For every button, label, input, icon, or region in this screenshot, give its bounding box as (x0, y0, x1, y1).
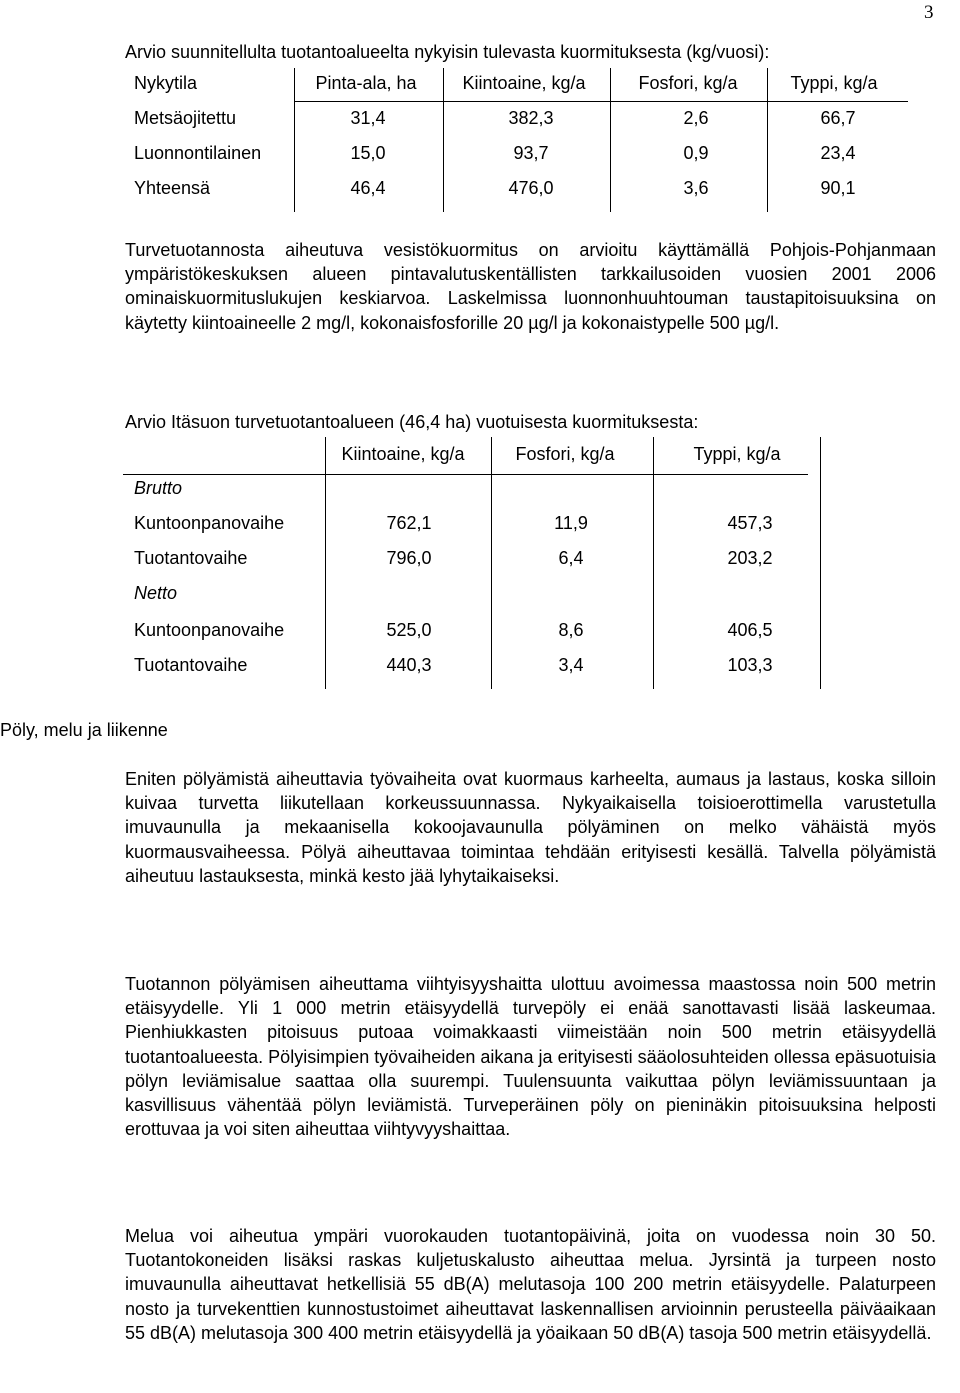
table2-cell: 8,6 (558, 620, 584, 640)
table2-cell: 440,3 (386, 655, 432, 675)
table1-row-label: Luonnontilainen (134, 143, 262, 163)
table1-cell: 0,9 (683, 143, 709, 163)
paragraph-noise: Melua voi aiheutua ympäri vuorokauden tuotantopäivinä, joita on vuodessa noin 30 50. Tuotantokoneiden lisäksi raskas kuljetuskalusto aiheuttaa melua. Jyrsintä ja turpeen nosto imuvaunulla aiheuttavat hetkellisiä 55 dB(A) melutasoja 100 200 metrin etäisyydelle. Palaturpeen nosto ja turvekenttien kunnostustoimet aiheuttavat laskennallisen arvioinnin perusteella päiväaikaan 55 dB(A) melutasoja 300 400 metrin etäisyydellä ja yöaikaan 50 dB(A) tasoja 500 metrin etäisyydellä. (125, 1226, 936, 1343)
table1-row-label: Yhteensä (134, 178, 211, 198)
table1-cell: 2,6 (683, 108, 709, 128)
table1-cell: 382,3 (508, 108, 554, 128)
table2-header-nitrogen: Typpi, kg/a (693, 444, 781, 464)
table2-cell: 103,3 (727, 655, 773, 675)
paragraph-dust-sources: Eniten pölyämistä aiheuttavia työvaiheita ovat kuormaus karheelta, aumaus ja lastaus, koska silloin kuivaa turvetta liikutellaan korkeussuunnassa. Nykyaikaisella toisioerottimella varustetulla imuvaunulla ja mekaanisella kokoojavaunulla pölyäminen on melko vähäistä myös kuormausvaiheessa. Pölyä aiheuttavaa toimintaa tehdään erityisesti kesällä. Talvella pölyämistä aiheutuu lastauksesta, minkä kesto jää lyhytaikaiseksi. (125, 769, 936, 886)
table2-cell: 6,4 (558, 548, 584, 568)
table2-header-phosphorus: Fosfori, kg/a (515, 444, 615, 464)
page-number: 3 (924, 2, 934, 23)
table2-row-label: Kuntoonpanovaihe (134, 513, 285, 533)
table1-cell: 31,4 (350, 108, 386, 128)
table1-header-area: Pinta-ala, ha (315, 73, 417, 93)
table2-column-rule (325, 437, 326, 689)
paragraph-dust-range: Tuotannon pölyämisen aiheuttama viihtyisyyshaitta ulottuu avoimessa maastossa noin 500 metrin etäisyydelle. Yli 1 000 metrin etäisyydellä turvepöly ei enää sanottavasti lisää laskeumaa. Pienhiukkasten pitoisuus putoaa voimakkaasti viimeistään noin 500 metrin etäisyydellä tuotantoalueesta. Pölyisimpien työvaiheiden aikana ja erityisesti sääolosuhteiden ollessa epäsuotuisia pölyn leviämisalue saattaa olla suurempi. Tuulensuunta vaikuttaa pölyn leviämissuuntaan ja kasvillisuus vähentää pölyn leviämistä. Turveperäinen pöly on pieninäkin pitoisuuksina helposti erottuvaa ja voi siten aiheuttaa viihtyvyyshaittaa. (125, 974, 936, 1140)
paragraph-water-load-method: Turvetuotannosta aiheutuva vesistökuormitus on arvioitu käyttämällä Pohjois-Pohjanmaan ympäristökeskuksen alueen pintavalutuskentällisten tarkkailusoiden vuosien 2001 2006 ominaiskuormituslukujen keskiarvoa. Laskelmissa luonnonhuuhtouman taustapitoisuuksina on käytetty kiintoaineelle 2 mg/l, kokonaisfosforille 20 µg/l ja kokonaistypelle 500 µg/l. (125, 240, 936, 333)
table2-header-rule (123, 474, 808, 475)
table1-header-phosphorus: Fosfori, kg/a (638, 73, 738, 93)
table2-section-brutto: Brutto (134, 478, 183, 498)
table2-column-rule (653, 437, 654, 689)
table2-row-label: Tuotantovaihe (134, 655, 248, 675)
table2-caption: Arvio Itäsuon turvetuotantoalueen (46,4 ha) vuotuisesta kuormituksesta: (125, 412, 699, 432)
table2-row-label: Kuntoonpanovaihe (134, 620, 285, 640)
table1-cell: 90,1 (820, 178, 856, 198)
table1-header-solids: Kiintoaine, kg/a (462, 73, 586, 93)
table1-caption: Arvio suunnitellulta tuotantoalueelta nykyisin tulevasta kuormituksesta (kg/vuosi): (125, 42, 770, 62)
table2-header-solids: Kiintoaine, kg/a (341, 444, 465, 464)
table2-column-rule (820, 437, 821, 689)
section-heading: Pöly, melu ja liikenne (0, 720, 168, 740)
table1-cell: 3,6 (683, 178, 709, 198)
table1-cell: 66,7 (820, 108, 856, 128)
table2-cell: 525,0 (386, 620, 432, 640)
table1-cell: 23,4 (820, 143, 856, 163)
table2-row-label: Tuotantovaihe (134, 548, 248, 568)
table2-cell: 203,2 (727, 548, 773, 568)
table1-row-label: Metsäojitettu (134, 108, 237, 128)
table2-cell: 796,0 (386, 548, 432, 568)
table1-header-nykytila: Nykytila (134, 73, 198, 93)
table2-cell: 3,4 (558, 655, 584, 675)
table2-cell: 11,9 (554, 513, 588, 533)
table1-cell: 15,0 (350, 143, 386, 163)
table2-cell: 457,3 (727, 513, 773, 533)
table1-cell: 46,4 (350, 178, 386, 198)
table2-section-netto: Netto (134, 583, 178, 603)
table2-cell: 406,5 (727, 620, 773, 640)
table1-cell: 476,0 (508, 178, 554, 198)
table2-cell: 762,1 (386, 513, 432, 533)
table1-cell: 93,7 (513, 143, 549, 163)
table2-column-rule (491, 437, 492, 689)
table1-header-nitrogen: Typpi, kg/a (790, 73, 878, 93)
